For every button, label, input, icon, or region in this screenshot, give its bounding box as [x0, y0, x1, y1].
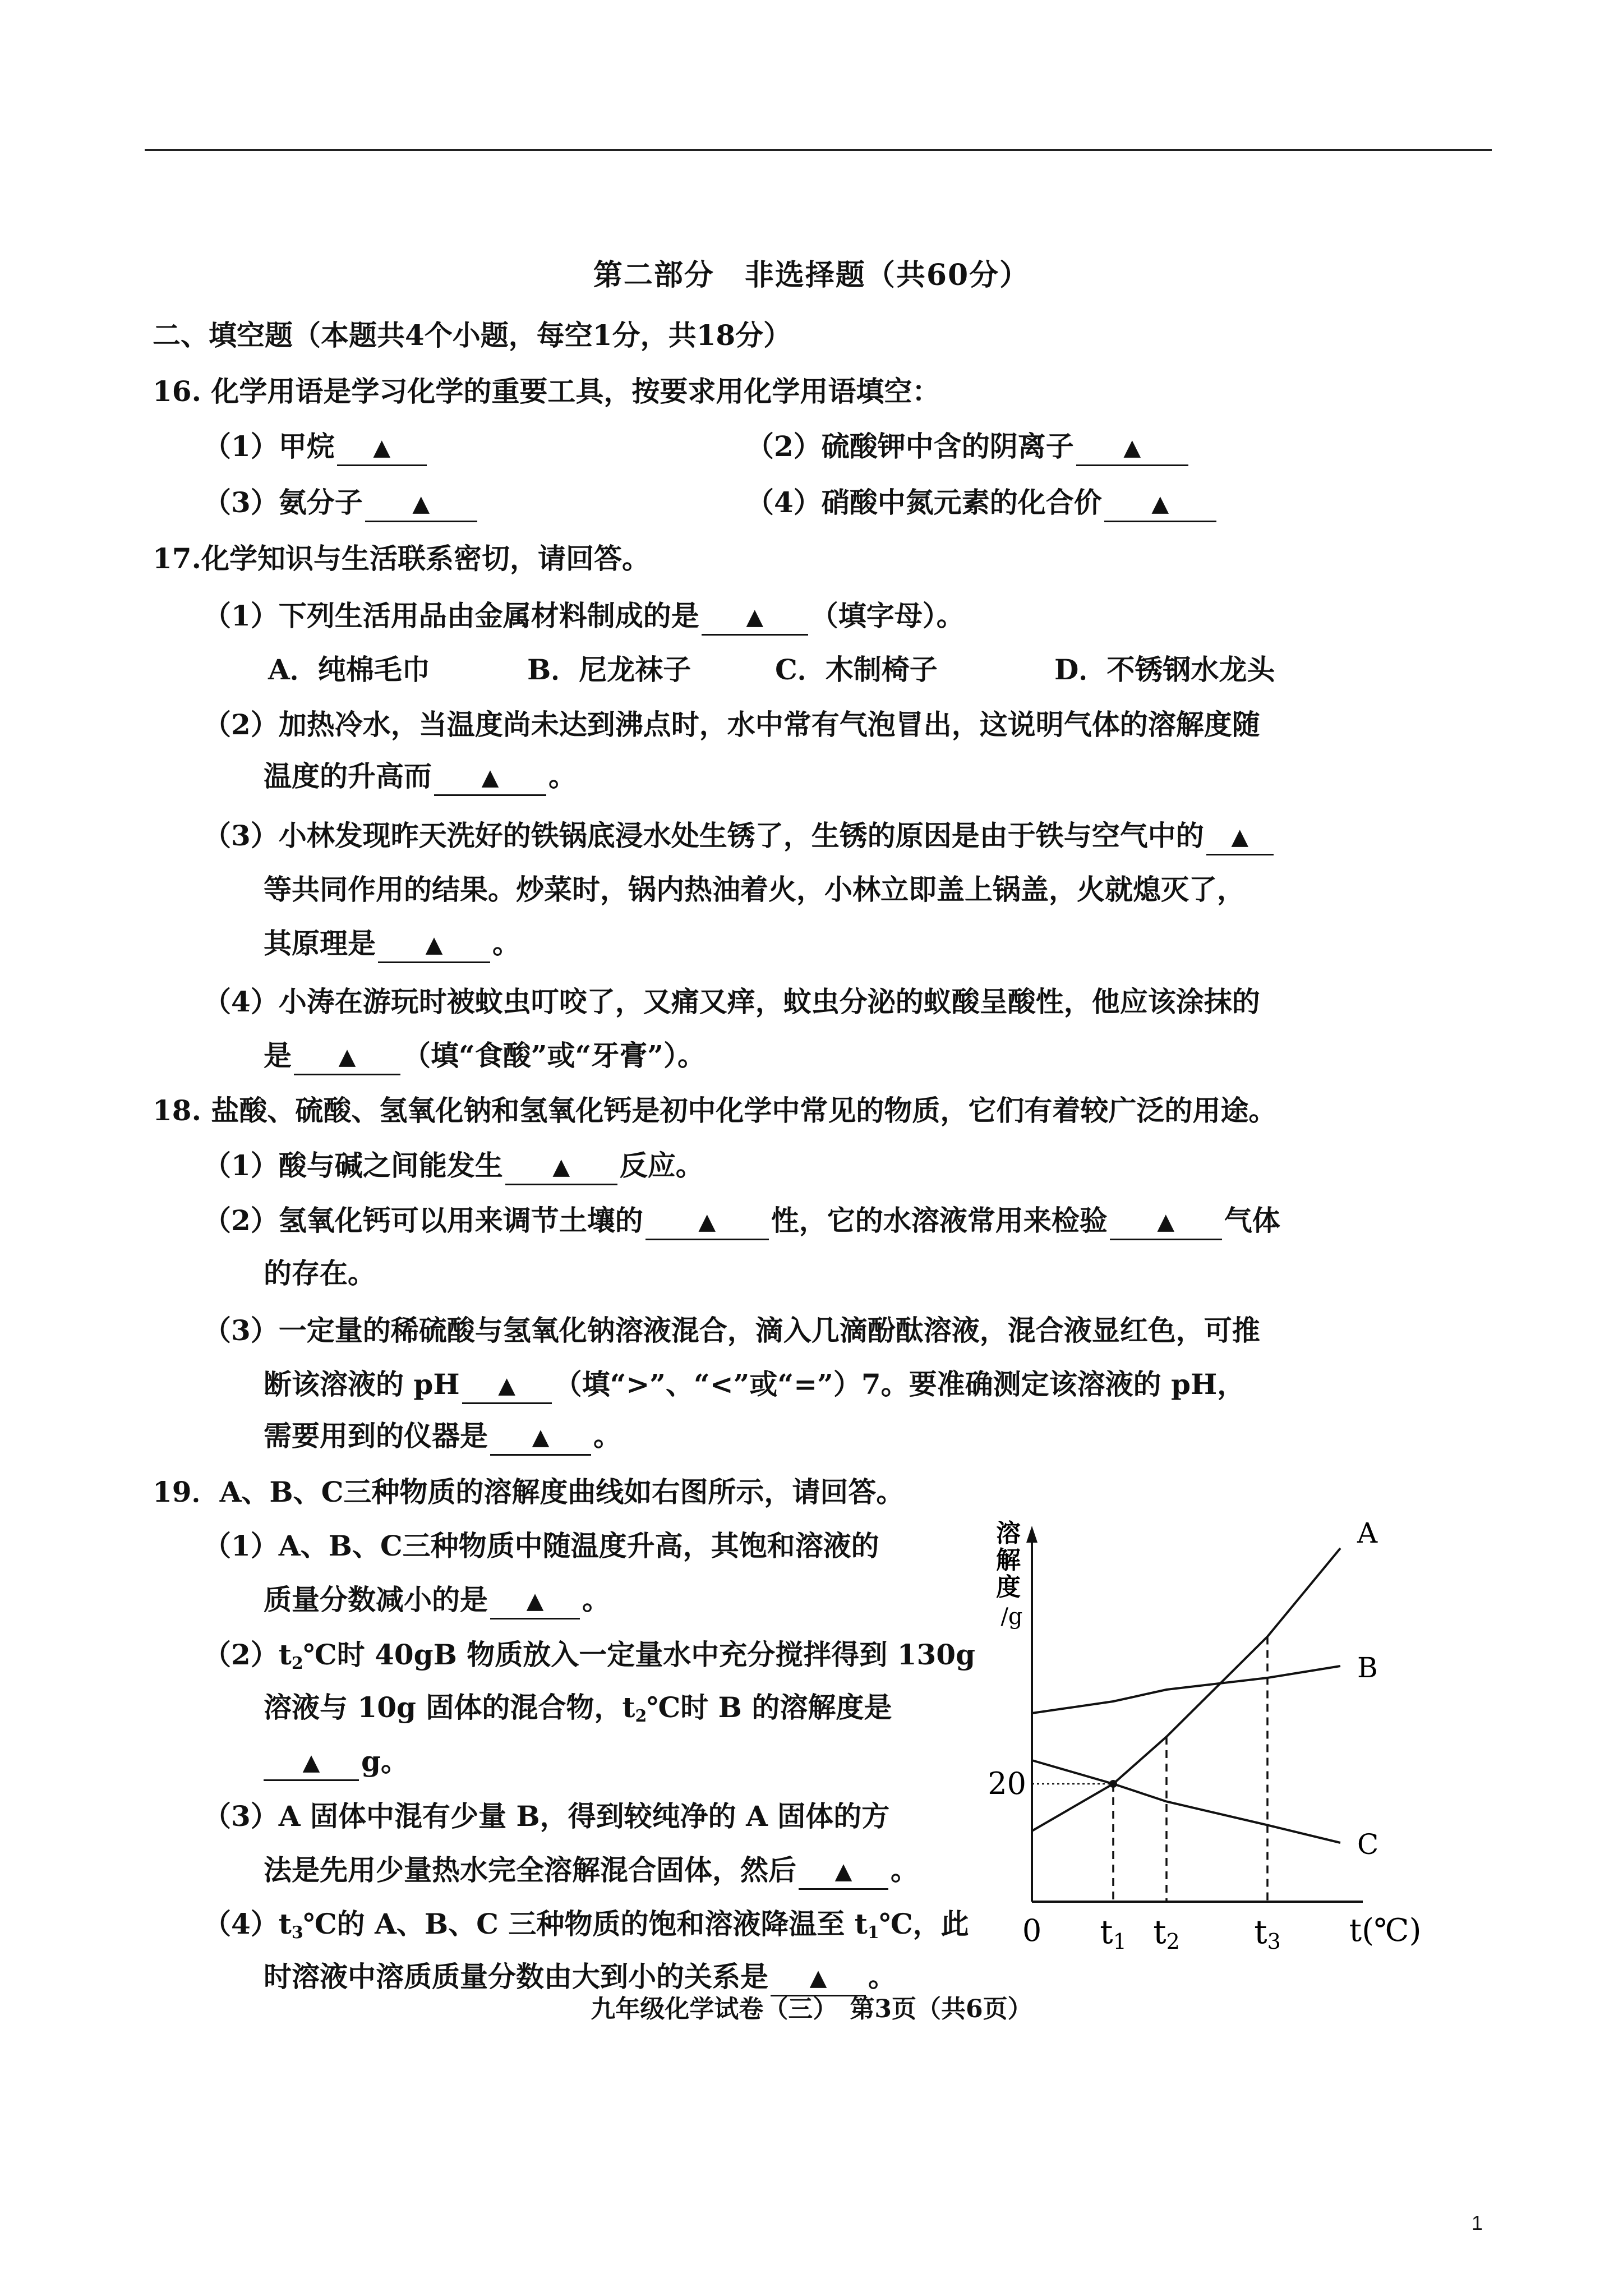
part-title: 第二部分 非选择题（共60分） [593, 258, 1030, 292]
q17-part2-line2: 温度的升高而 ▲ 。 [264, 760, 577, 796]
q17-part3-line2: 等共同作用的结果。炒菜时，锅内热油着火，小林立即盖上锅盖，火就熄灭了， [264, 873, 1245, 906]
q17-part3-line1: （3）小林发现昨天洗好的铁锅底浸水处生锈了，生锈的原因是由于铁与空气中的 ▲ [203, 819, 1276, 855]
x-tick-label-t1: t1 [1100, 1913, 1127, 1954]
q17-part4-line1: （4）小涛在游玩时被蚊虫叮咬了，又痛又痒，蚊虫分泌的蚁酸呈酸性，他应该涂抹的 [203, 985, 1260, 1018]
q18-stem: 18. 盐酸、硫酸、氢氧化钠和氢氧化钙是初中化学中常见的物质，它们有着较广泛的用途。 [153, 1094, 1277, 1127]
q17-stem: 17.化学知识与生活联系密切，请回答。 [153, 542, 650, 575]
y-axis-label-unit: /g [1000, 1604, 1023, 1630]
q19-part2-line2: 溶液与 10g 固体的混合物，$t_2℃$时 B 的溶解度是 [264, 1691, 892, 1726]
curve-label-C: C [1357, 1828, 1379, 1861]
q16-stem: 16. 化学用语是学习化学的重要工具，按要求用化学用语填空： [153, 375, 940, 408]
y-axis-label-char: 溶 [996, 1519, 1021, 1548]
curve-label-B: B [1357, 1651, 1378, 1684]
q18-part2-line2: 的存在。 [264, 1257, 376, 1290]
q19-part4-line2: 时溶液中溶质质量分数由大到小的关系是 ▲ 。 [264, 1960, 896, 1996]
q17-part1: （1）下列生活用品由金属材料制成的是 ▲ （填字母）。 [203, 599, 965, 636]
curve-B [1032, 1666, 1340, 1713]
q16-part2: （2）硫酸钾中含的阴离子 ▲ [746, 430, 1191, 466]
y-axis-label-char: 解 [996, 1546, 1021, 1575]
x-axis-label: t(℃) [1349, 1912, 1422, 1949]
q18-part1: （1）酸与碱之间能发生 ▲ 反应。 [203, 1149, 704, 1185]
y-axis-label-char: 度 [996, 1573, 1021, 1602]
curve-A [1032, 1548, 1340, 1831]
q19-part4-line1: $(4)t_3℃$的 A、B、C 三种物质的饱和溶液降温至 $t_1℃$，此 [203, 1907, 969, 1943]
q17-part3-line3: 其原理是 ▲ 。 [264, 927, 520, 963]
q19-part2-line1: $(2)t_2℃$时 40gB 物质放入一定量水中充分搅拌得到 130g [203, 1638, 976, 1673]
top-rule [145, 149, 1492, 151]
q19-part1-line2: 质量分数减小的是 ▲ 。 [264, 1583, 610, 1619]
section-heading: 二、填空题（本题共4个小题，每空1分，共18分） [153, 319, 792, 352]
q18-part3-line3: 需要用到的仪器是 ▲ 。 [264, 1419, 621, 1456]
page-number: 1 [1471, 2211, 1483, 2234]
x-tick-label-t3: t3 [1254, 1913, 1281, 1954]
origin-label: 0 [1022, 1913, 1042, 1948]
q19-part2-line3: ▲ g。 [264, 1745, 409, 1781]
q18-part3-line2: 断该溶液的 pH ▲ （填“>”、“<”或“=”）7。要准确测定该溶液的 pH， [264, 1368, 1245, 1404]
q19-part3-line1: （3）A 固体中混有少量 B，得到较纯净的 A 固体的方 [203, 1800, 890, 1833]
q17-option-a: A．纯棉毛巾 [268, 653, 430, 686]
q16-part4: （4）硝酸中氮元素的化合价 ▲ [746, 486, 1219, 522]
q19-stem: 19．A、B、C三种物质的溶解度曲线如右图所示，请回答。 [153, 1475, 905, 1508]
q17-option-b: B．尼龙袜子 [527, 653, 691, 686]
q19-part1-line1: （1）A、B、C三种物质中随温度升高，其饱和溶液的 [203, 1529, 879, 1562]
y-tick-label-20: 20 [988, 1766, 1026, 1801]
q17-part2-line1: （2）加热冷水，当温度尚未达到沸点时，水中常有气泡冒出，这说明气体的溶解度随 [203, 708, 1260, 741]
q16-part1: （1）甲烷 ▲ [203, 430, 429, 466]
q17-option-c: C．木制椅子 [775, 653, 938, 686]
q17-part4-line2: 是 ▲ （填“食酸”或“牙膏”）。 [264, 1039, 706, 1075]
q18-part3-line1: （3）一定量的稀硫酸与氢氧化钠溶液混合，滴入几滴酚酞溶液，混合液显红色，可推 [203, 1314, 1260, 1347]
curve-C [1032, 1760, 1340, 1843]
q16-part3: （3）氨分子 ▲ [203, 486, 479, 522]
q19-part3-line2: 法是先用少量热水完全溶解混合固体，然后 ▲ 。 [264, 1853, 919, 1890]
x-tick-label-t2: t2 [1153, 1913, 1180, 1954]
curve-label-A: A [1357, 1517, 1378, 1549]
q18-part2-line1: （2）氢氧化钙可以用来调节土壤的 ▲ 性，它的水溶液常用来检验 ▲ 气体 [203, 1204, 1280, 1240]
page-footer: 九年级化学试卷（三） 第3页（共6页） [591, 1995, 1032, 2023]
q17-option-d: D．不锈钢水龙头 [1054, 653, 1275, 686]
y-axis-arrow [1026, 1526, 1038, 1543]
solubility-chart [976, 1515, 1422, 1963]
